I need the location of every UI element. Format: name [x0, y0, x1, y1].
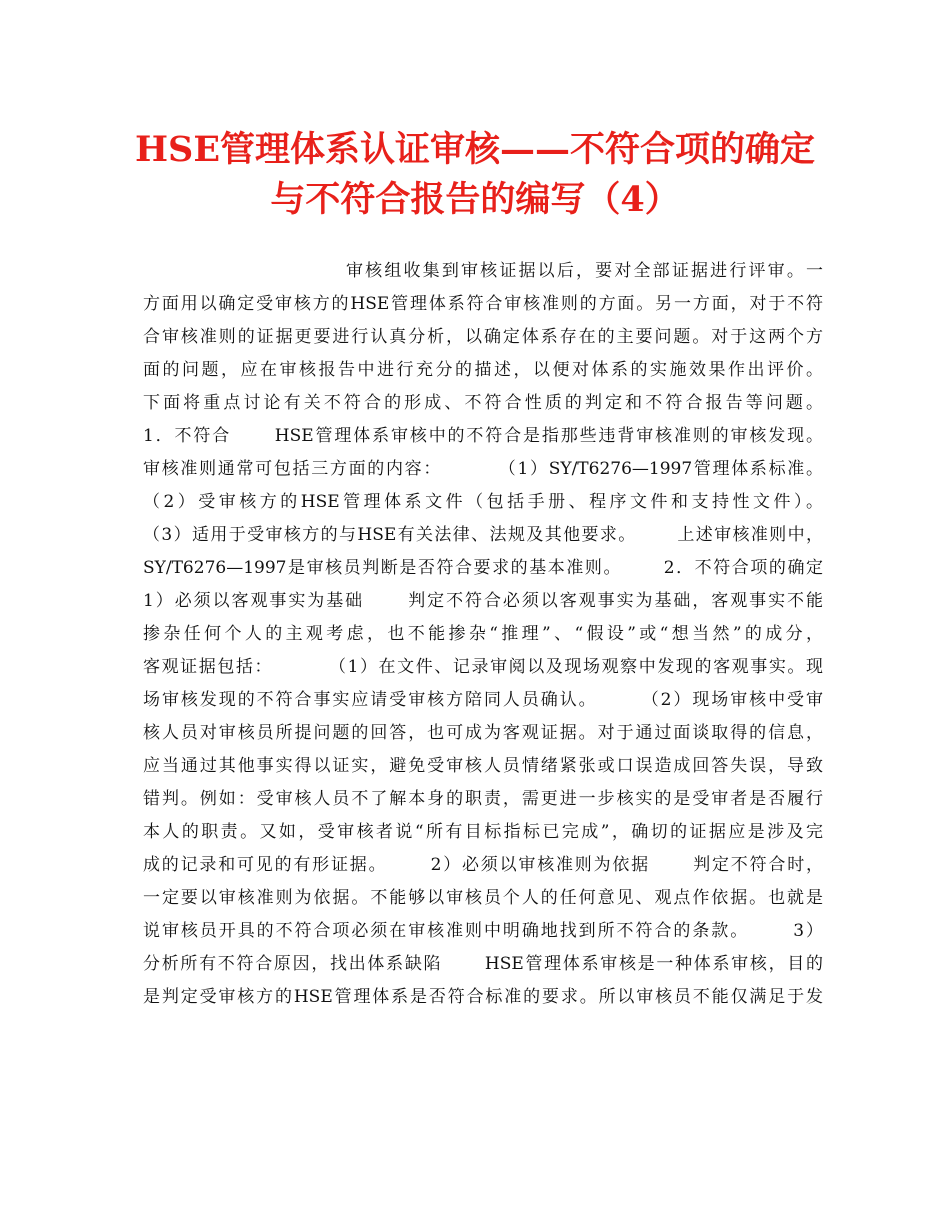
body-line: 是判定受审核方的HSE管理体系是否符合标准的要求。所以审核员不能仅满足于发	[143, 987, 823, 1007]
body-line: 1）必须以客观事实为基础 判定不符合必须以客观事实为基础，客观事实不能	[143, 591, 823, 611]
body-line: 审核准则通常可包括三方面的内容： （1）SY/T6276—1997管理体系标准。	[143, 459, 823, 479]
document-body	[143, 255, 823, 1014]
body-line: 本人的职责。又如，受审核者说“所有目标指标已完成”，确切的证据应是涉及完	[143, 822, 823, 842]
body-line: （2）受审核方的HSE管理体系文件（包括手册、程序文件和支持性文件）。	[143, 492, 823, 512]
body-line: 错判。例如：受审核人员不了解本身的职责，需更进一步核实的是受审者是否履行	[143, 789, 823, 809]
body-line: 场审核发现的不符合事实应请受审核方陪同人员确认。 （2）现场审核中受审	[143, 690, 823, 710]
body-line: 分析所有不符合原因，找出体系缺陷 HSE管理体系审核是一种体系审核，目的	[143, 954, 823, 974]
document-title-line-1: HSE管理体系认证审核——不符合项的确定	[134, 129, 816, 170]
body-line: 说审核员开具的不符合项必须在审核准则中明确地找到所不符合的条款。 3）	[143, 921, 823, 941]
body-line: 客观证据包括： （1）在文件、记录审阅以及现场观察中发现的客观事实。现	[143, 657, 823, 677]
body-line: 掺杂任何个人的主观考虑，也不能掺杂“推理”、“假设”或“想当然”的成分，	[143, 624, 823, 644]
body-line: 1．不符合 HSE管理体系审核中的不符合是指那些违背审核准则的审核发现。	[143, 426, 823, 446]
body-line: 成的记录和可见的有形证据。 2）必须以审核准则为依据 判定不符合时，	[143, 855, 823, 875]
body-line: 核人员对审核员所提问题的回答，也可成为客观证据。对于通过面谈取得的信息，	[143, 723, 823, 743]
body-line: 方面用以确定受审核方的HSE管理体系符合审核准则的方面。另一方面，对于不符	[143, 294, 823, 314]
body-line: SY/T6276—1997是审核员判断是否符合要求的基本准则。 2．不符合项的确定	[143, 558, 823, 578]
document-title-line-2: 与不符合报告的编写（4）	[270, 179, 680, 220]
body-line: 面的问题，应在审核报告中进行充分的描述，以便对体系的实施效果作出评价。	[143, 360, 823, 380]
body-line: （3）适用于受审核方的与HSE有关法律、法规及其他要求。 上述审核准则中，	[143, 525, 823, 545]
body-line: 合审核准则的证据更要进行认真分析，以确定体系存在的主要问题。对于这两个方	[143, 327, 823, 347]
body-line: 应当通过其他事实得以证实，避免受审核人员情绪紧张或口误造成回答失误，导致	[143, 756, 823, 776]
body-line: 一定要以审核准则为依据。不能够以审核员个人的任何意见、观点作依据。也就是	[143, 888, 823, 908]
body-line: 审核组收集到审核证据以后，要对全部证据进行评审。一	[346, 261, 823, 281]
body-line: 下面将重点讨论有关不符合的形成、不符合性质的判定和不符合报告等问题。	[143, 393, 823, 413]
